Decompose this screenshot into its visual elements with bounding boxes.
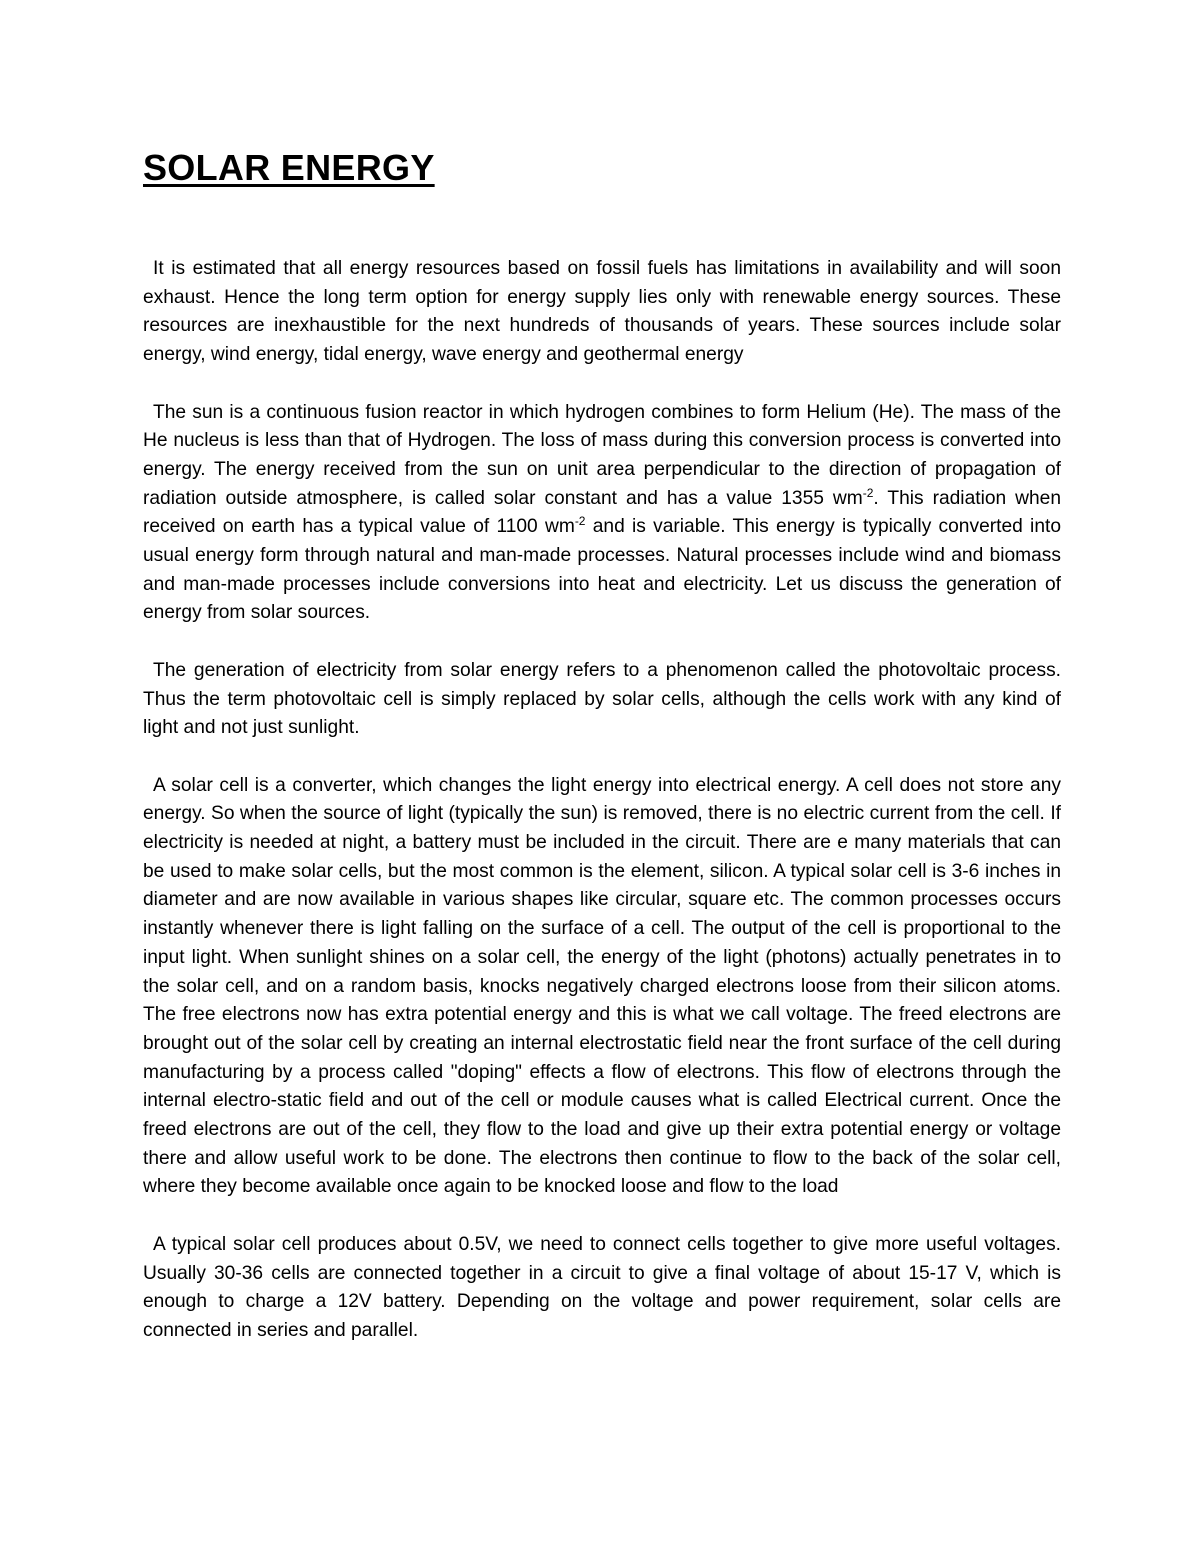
paragraph-sun-fusion	[143, 399, 1061, 629]
paragraph-sun-fusion-text-c: and is variable. This energy is typically converted into usual energy form through natural and man-made processes. Natural processes include wind and biomass and man-made processes include conversions into heat and electricity. Let us discuss the generation of energy from solar sources.	[143, 516, 1061, 624]
superscript-exponent-2: -2	[574, 514, 586, 529]
paragraph-sun-fusion-text-a: The sun is a continuous fusion reactor in which hydrogen combines to form Helium (He). The mass of the He nucleus is less than that of Hydrogen. The loss of mass during this conversion process is converted into energy. The energy received from the sun on unit area perpendicular to the direction of propagation of radiation outside atmosphere, is called solar constant and has a value 1355 wm	[143, 401, 1061, 509]
paragraph-intro: It is estimated that all energy resources based on fossil fuels has limitations in availability and will soon exhaust. Hence the long term option for energy supply lies only with renewable energy sources. These resources are inexhaustible for the next hundreds of thousands of years. These sources include solar energy, wind energy, tidal energy, wave energy and geothermal energy	[143, 258, 1061, 366]
document-page	[143, 138, 1061, 1346]
paragraph-solar-cell: A solar cell is a converter, which changes the light energy into electrical energy. A cell does not store any energy. So when the source of light (typically the sun) is removed, there is no electric current from the cell. If electricity is needed at night, a battery must be included in the circuit. There are e many materials that can be used to make solar cells, but the most common is the element, silicon. A typical solar cell is 3-6 inches in diameter and are now available in various shapes like circular, square etc. The common processes occurs instantly whenever there is light falling on the surface of a cell. The output of the cell is proportional to the input light. When sunlight shines on a solar cell, the energy of the light (photons) actually penetrates in to the solar cell, and on a random basis, knocks negatively charged electrons loose from their silicon atoms. The free electrons now has extra potential energy and this is what we call voltage. The freed electrons are brought out of the solar cell by creating an internal electrostatic field near the front surface of the cell during manufacturing by a process called "doping" effects a flow of electrons. This flow of electrons through the internal electro-static field and out of the cell or module causes what is called Electrical current. Once the freed electrons are out of the cell, they flow to the load and give up their extra potential energy or voltage there and allow useful work to be done. The electrons then continue to flow to the back of the solar cell, where they become available once again to be knocked loose and flow to the load	[143, 774, 1061, 1198]
superscript-exponent-1: -2	[862, 485, 874, 500]
paragraph-sun-fusion-text-b: . This radiation when received on earth has a typical value of 1100 wm	[143, 487, 1061, 538]
paragraph-photovoltaic: The generation of electricity from solar energy refers to a phenomenon called the photovoltaic process. Thus the term photovoltaic cell is simply replaced by solar cells, although the cells work with any kind of light and not just sunlight.	[143, 659, 1061, 739]
paragraph-cell-voltage: A typical solar cell produces about 0.5V, we need to connect cells together to give more useful voltages. Usually 30-36 cells are connected together in a circuit to give a final voltage of about 15-17 V, which is enough to charge a 12V battery. Depending on the voltage and power requirement, solar cells are connected in series and parallel.	[143, 1233, 1061, 1341]
document-title: SOLAR ENERGY	[143, 147, 435, 188]
